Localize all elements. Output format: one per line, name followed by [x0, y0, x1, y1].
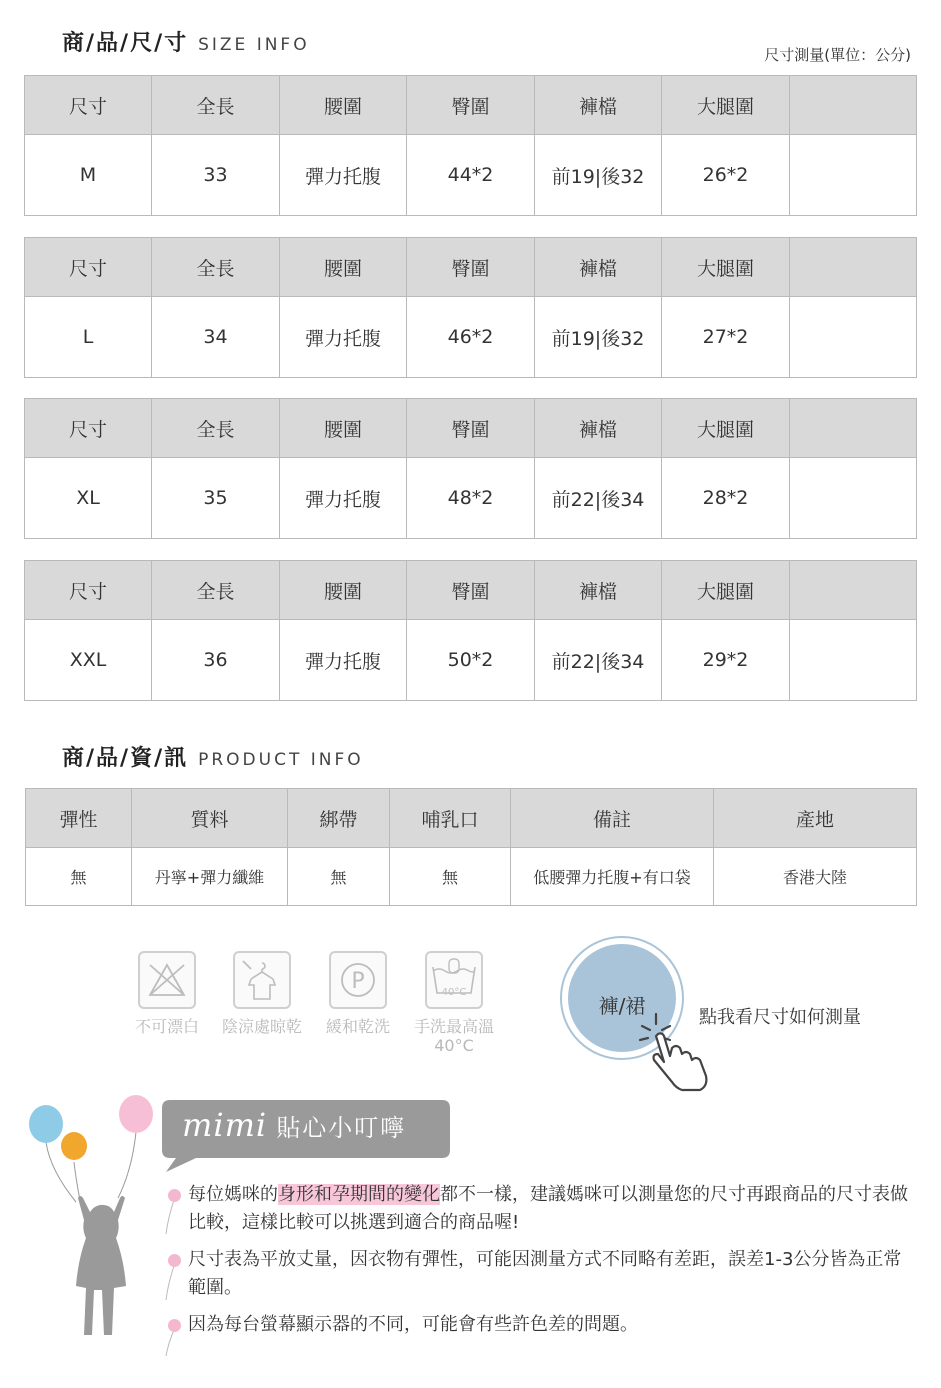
size-header-cell: 尺寸 [25, 76, 152, 135]
size-value-cell: 前22|後34 [535, 620, 662, 701]
size-table [24, 560, 917, 701]
size-header-cell: 尺寸 [25, 238, 152, 297]
product-value-cell: 無 [288, 848, 390, 906]
svg-text:P: P [351, 969, 365, 994]
size-value-cell: M [25, 135, 152, 216]
size-value-row [25, 135, 917, 216]
size-header-cell: 褲檔 [535, 561, 662, 620]
care-no-bleach [127, 951, 207, 1036]
product-header-cell: 備註 [511, 789, 714, 848]
product-value-cell: 低腰彈力托腹+有口袋 [511, 848, 714, 906]
tips-heading-text: 貼心小叮嚀 [276, 1114, 407, 1142]
size-header-cell: 臀圍 [407, 76, 535, 135]
care-gentle-dry-clean [318, 951, 398, 1036]
bullet-dot [168, 1189, 181, 1202]
size-header-cell: 腰圍 [280, 238, 407, 297]
size-value-cell: 彈力托腹 [280, 297, 407, 378]
bullet-dot [168, 1319, 181, 1332]
product-info-table [25, 788, 917, 906]
size-header-row [25, 76, 917, 135]
product-header-cell: 質料 [132, 789, 288, 848]
size-table [24, 398, 917, 539]
size-section-subtitle: SIZE INFO [198, 35, 310, 55]
size-header-cell: 腰圍 [280, 561, 407, 620]
care-label: 陰涼處晾乾 [221, 1017, 302, 1036]
balloon-pink [119, 1095, 153, 1133]
product-header-cell: 哺乳口 [390, 789, 511, 848]
tips-heading [182, 1106, 406, 1144]
size-header-cell: 大腿圍 [662, 399, 790, 458]
product-header-cell: 綁帶 [288, 789, 390, 848]
girl-silhouette [76, 1196, 126, 1335]
size-header-cell: 臀圍 [407, 238, 535, 297]
tip-item-2: 尺寸表為平放丈量，因衣物有彈性，可能因測量方式不同略有差距，誤差1-3公分皆為正常範圍。 [168, 1246, 908, 1302]
product-value-cell: 無 [26, 848, 132, 906]
size-header-row [25, 238, 917, 297]
size-value-cell [790, 458, 917, 539]
size-value-cell: 前19|後32 [535, 135, 662, 216]
size-value-cell: 35 [152, 458, 280, 539]
size-value-cell: XL [25, 458, 152, 539]
tip-item-1: 每位媽咪的身形和孕期間的變化都不一樣，建議媽咪可以測量您的尺寸再跟商品的尺寸表做比較，這樣比較可以挑選到適合的商品喔! [168, 1181, 908, 1237]
size-header-cell [790, 76, 917, 135]
tip-highlight: 身形和孕期間的變化 [278, 1184, 440, 1205]
bullet-dot [168, 1254, 181, 1267]
product-section-subtitle: PRODUCT INFO [198, 750, 364, 770]
size-header-cell: 褲檔 [535, 76, 662, 135]
tips-brand: mimi [182, 1106, 268, 1144]
size-header-cell: 全長 [152, 561, 280, 620]
care-label: 不可漂白 [134, 1017, 199, 1036]
balloon-blue [29, 1105, 63, 1143]
product-value-cell: 無 [390, 848, 511, 906]
size-value-cell: 33 [152, 135, 280, 216]
size-header-cell: 褲檔 [535, 399, 662, 458]
size-header-cell: 臀圍 [407, 561, 535, 620]
size-value-cell: 27*2 [662, 297, 790, 378]
size-table [24, 75, 917, 216]
size-value-row [25, 620, 917, 701]
product-value-cell: 香港大陸 [714, 848, 917, 906]
size-value-cell [790, 297, 917, 378]
tip-item-3: 因為每台螢幕顯示器的不同，可能會有些許色差的問題。 [168, 1311, 908, 1339]
size-value-cell: 26*2 [662, 135, 790, 216]
size-header-cell: 尺寸 [25, 399, 152, 458]
size-value-cell: 36 [152, 620, 280, 701]
unit-note: 尺寸測量(單位：公分) [764, 46, 911, 64]
care-hand-wash [410, 951, 498, 1055]
shade-dry-icon [233, 951, 291, 1009]
size-value-cell: 彈力托腹 [280, 620, 407, 701]
size-header-cell: 全長 [152, 238, 280, 297]
size-header-row [25, 561, 917, 620]
size-header-cell: 全長 [152, 76, 280, 135]
size-value-cell: 34 [152, 297, 280, 378]
size-value-cell: 28*2 [662, 458, 790, 539]
size-value-cell: 48*2 [407, 458, 535, 539]
care-label: 手洗最高溫 [413, 1017, 494, 1036]
measure-circle-label: 褲/裙 [598, 994, 646, 1018]
size-value-cell [790, 620, 917, 701]
size-header-cell: 全長 [152, 399, 280, 458]
size-value-cell: 50*2 [407, 620, 535, 701]
size-header-cell: 尺寸 [25, 561, 152, 620]
size-value-row [25, 458, 917, 539]
product-header-cell: 彈性 [26, 789, 132, 848]
size-value-cell: 前19|後32 [535, 297, 662, 378]
size-header-cell: 臀圍 [407, 399, 535, 458]
size-header-cell [790, 561, 917, 620]
no-bleach-icon [138, 951, 196, 1009]
size-value-cell: XXL [25, 620, 152, 701]
size-value-cell: 前22|後34 [535, 458, 662, 539]
size-header-cell [790, 399, 917, 458]
product-section-title: 商/品/資/訊 PRODUCT INFO [62, 746, 364, 771]
gentle-dry-clean-icon [329, 951, 387, 1009]
size-header-row [25, 399, 917, 458]
size-value-cell: 29*2 [662, 620, 790, 701]
size-header-cell: 腰圍 [280, 399, 407, 458]
product-value-row [26, 848, 917, 906]
hand-wash-40-icon [425, 951, 483, 1009]
product-header-row [26, 789, 917, 848]
size-value-cell: 44*2 [407, 135, 535, 216]
size-header-cell [790, 238, 917, 297]
care-shade-dry [216, 951, 308, 1036]
care-label: 緩和乾洗 [325, 1017, 390, 1036]
balloon-orange [61, 1132, 87, 1160]
size-section-title: 商/品/尺/寸 SIZE INFO [62, 31, 310, 56]
size-value-cell: 彈力托腹 [280, 458, 407, 539]
size-value-cell: L [25, 297, 152, 378]
size-value-cell [790, 135, 917, 216]
size-header-cell: 腰圍 [280, 76, 407, 135]
size-value-cell: 彈力托腹 [280, 135, 407, 216]
size-value-row [25, 297, 917, 378]
hand-wash-temp: 40°C [441, 987, 467, 998]
size-header-cell: 大腿圍 [662, 561, 790, 620]
size-header-cell: 大腿圍 [662, 238, 790, 297]
product-value-cell: 丹寧+彈力纖維 [132, 848, 288, 906]
size-value-cell: 46*2 [407, 297, 535, 378]
size-header-cell: 大腿圍 [662, 76, 790, 135]
measure-link[interactable]: 點我看尺寸如何測量 [699, 1007, 861, 1028]
balloon-girl-illustration [20, 1090, 160, 1345]
care-label-temp: 40°C [434, 1036, 474, 1055]
product-header-cell: 產地 [714, 789, 917, 848]
size-header-cell: 褲檔 [535, 238, 662, 297]
size-table [24, 237, 917, 378]
